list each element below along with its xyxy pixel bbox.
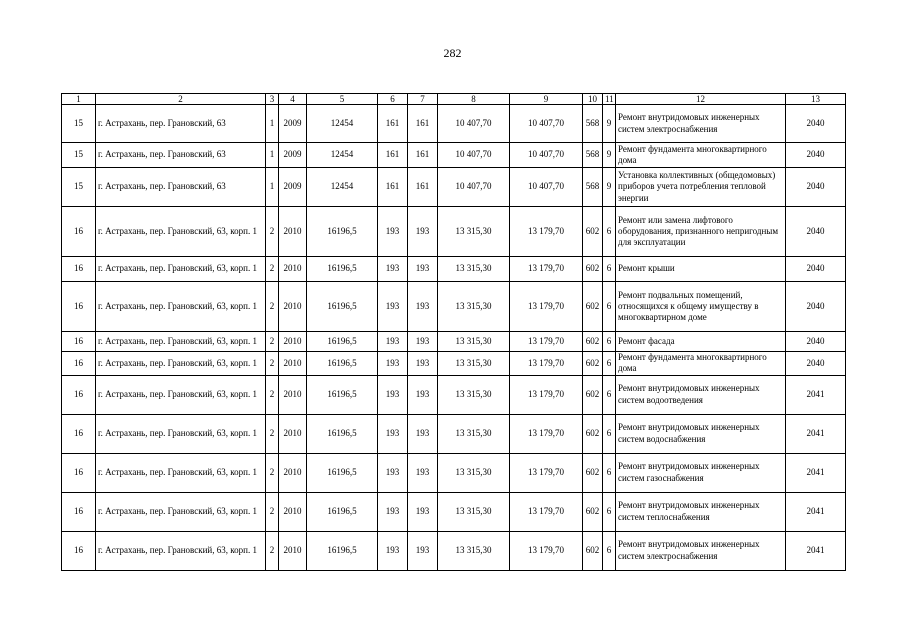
repair-year-cell: 2040 [786, 207, 846, 257]
column-header-13: 13 [786, 94, 846, 105]
address-cell: г. Астрахань, пер. Грановский, 63, корп. 1 [96, 531, 266, 570]
col-7-cell: 193 [408, 352, 438, 376]
col-7-cell: 193 [408, 414, 438, 453]
year-cell: 2010 [279, 352, 307, 376]
work-type-cell: Ремонт крыши [616, 257, 786, 282]
address-cell: г. Астрахань, пер. Грановский, 63, корп. 1 [96, 414, 266, 453]
col-6-cell: 193 [378, 453, 408, 492]
col-8-cell: 13 315,30 [438, 453, 510, 492]
col-11-cell: 6 [603, 207, 616, 257]
table-row [62, 531, 846, 570]
col-7-cell: 193 [408, 207, 438, 257]
col-8-cell: 10 407,70 [438, 143, 510, 168]
area-cell: 12454 [307, 105, 378, 143]
table-row [62, 207, 846, 257]
col-11-cell: 6 [603, 531, 616, 570]
col-3-cell: 2 [266, 453, 279, 492]
col-3-cell: 2 [266, 352, 279, 376]
col-8-cell: 13 315,30 [438, 531, 510, 570]
col-9-cell: 13 179,70 [510, 282, 583, 332]
row-number-cell: 15 [62, 168, 96, 207]
repair-year-cell: 2041 [786, 531, 846, 570]
col-7-cell: 161 [408, 143, 438, 168]
col-10-cell: 602 [583, 375, 603, 414]
column-header-2: 2 [96, 94, 266, 105]
col-6-cell: 193 [378, 531, 408, 570]
table-row [62, 105, 846, 143]
row-number-cell: 16 [62, 282, 96, 332]
col-6-cell: 193 [378, 282, 408, 332]
year-cell: 2010 [279, 531, 307, 570]
col-9-cell: 13 179,70 [510, 352, 583, 376]
column-header-12: 12 [616, 94, 786, 105]
col-11-cell: 6 [603, 375, 616, 414]
row-number-cell: 15 [62, 143, 96, 168]
column-header-9: 9 [510, 94, 583, 105]
col-6-cell: 161 [378, 168, 408, 207]
address-cell: г. Астрахань, пер. Грановский, 63 [96, 168, 266, 207]
col-8-cell: 13 315,30 [438, 414, 510, 453]
row-number-cell: 15 [62, 105, 96, 143]
address-cell: г. Астрахань, пер. Грановский, 63, корп. 1 [96, 492, 266, 531]
col-9-cell: 10 407,70 [510, 143, 583, 168]
year-cell: 2010 [279, 282, 307, 332]
table-row [62, 453, 846, 492]
col-11-cell: 6 [603, 332, 616, 352]
row-number-cell: 16 [62, 332, 96, 352]
col-8-cell: 13 315,30 [438, 282, 510, 332]
table-row [62, 414, 846, 453]
col-11-cell: 6 [603, 414, 616, 453]
column-header-6: 6 [378, 94, 408, 105]
col-7-cell: 193 [408, 332, 438, 352]
area-cell: 16196,5 [307, 282, 378, 332]
col-11-cell: 6 [603, 282, 616, 332]
row-number-cell: 16 [62, 207, 96, 257]
col-6-cell: 193 [378, 207, 408, 257]
col-10-cell: 602 [583, 282, 603, 332]
col-3-cell: 2 [266, 257, 279, 282]
column-header-5: 5 [307, 94, 378, 105]
col-3-cell: 1 [266, 168, 279, 207]
col-9-cell: 13 179,70 [510, 492, 583, 531]
col-6-cell: 193 [378, 375, 408, 414]
col-8-cell: 13 315,30 [438, 352, 510, 376]
year-cell: 2010 [279, 414, 307, 453]
col-11-cell: 9 [603, 168, 616, 207]
col-11-cell: 9 [603, 143, 616, 168]
col-10-cell: 602 [583, 352, 603, 376]
work-type-cell: Ремонт подвальных помещений, относящихся к общему имуществу в многоквартирном доме [616, 282, 786, 332]
work-type-cell: Ремонт внутридомовых инженерных систем водоотведения [616, 375, 786, 414]
work-type-cell: Ремонт внутридомовых инженерных систем электроснабжения [616, 531, 786, 570]
row-number-cell: 16 [62, 531, 96, 570]
area-cell: 16196,5 [307, 352, 378, 376]
col-3-cell: 1 [266, 143, 279, 168]
col-3-cell: 2 [266, 375, 279, 414]
col-8-cell: 10 407,70 [438, 168, 510, 207]
address-cell: г. Астрахань, пер. Грановский, 63, корп. 1 [96, 332, 266, 352]
col-10-cell: 568 [583, 168, 603, 207]
address-cell: г. Астрахань, пер. Грановский, 63, корп. 1 [96, 257, 266, 282]
col-9-cell: 10 407,70 [510, 168, 583, 207]
repair-year-cell: 2040 [786, 143, 846, 168]
col-10-cell: 568 [583, 105, 603, 143]
table-row [62, 492, 846, 531]
col-6-cell: 161 [378, 143, 408, 168]
col-3-cell: 2 [266, 492, 279, 531]
area-cell: 16196,5 [307, 531, 378, 570]
table-body [62, 94, 846, 571]
repair-year-cell: 2040 [786, 105, 846, 143]
col-11-cell: 6 [603, 492, 616, 531]
year-cell: 2010 [279, 375, 307, 414]
year-cell: 2010 [279, 492, 307, 531]
col-11-cell: 9 [603, 105, 616, 143]
work-type-cell: Ремонт внутридомовых инженерных систем электроснабжения [616, 105, 786, 143]
year-cell: 2009 [279, 105, 307, 143]
repair-year-cell: 2041 [786, 492, 846, 531]
address-cell: г. Астрахань, пер. Грановский, 63, корп. 1 [96, 352, 266, 376]
row-number-cell: 16 [62, 257, 96, 282]
repair-year-cell: 2040 [786, 352, 846, 376]
col-9-cell: 13 179,70 [510, 257, 583, 282]
col-6-cell: 193 [378, 352, 408, 376]
address-cell: г. Астрахань, пер. Грановский, 63, корп. 1 [96, 282, 266, 332]
col-10-cell: 568 [583, 143, 603, 168]
col-10-cell: 602 [583, 257, 603, 282]
col-8-cell: 13 315,30 [438, 257, 510, 282]
col-3-cell: 2 [266, 414, 279, 453]
year-cell: 2010 [279, 257, 307, 282]
repair-year-cell: 2040 [786, 282, 846, 332]
col-8-cell: 10 407,70 [438, 105, 510, 143]
area-cell: 12454 [307, 143, 378, 168]
row-number-cell: 16 [62, 414, 96, 453]
area-cell: 16196,5 [307, 332, 378, 352]
col-11-cell: 6 [603, 257, 616, 282]
col-7-cell: 193 [408, 453, 438, 492]
year-cell: 2010 [279, 332, 307, 352]
table-row [62, 375, 846, 414]
capital-repair-table [61, 93, 846, 571]
col-3-cell: 2 [266, 207, 279, 257]
work-type-cell: Ремонт внутридомовых инженерных систем теплоснабжения [616, 492, 786, 531]
work-type-cell: Ремонт фундамента многоквартирного дома [616, 352, 786, 376]
col-8-cell: 13 315,30 [438, 492, 510, 531]
address-cell: г. Астрахань, пер. Грановский, 63, корп. 1 [96, 453, 266, 492]
column-header-7: 7 [408, 94, 438, 105]
col-9-cell: 10 407,70 [510, 105, 583, 143]
table-row [62, 332, 846, 352]
repair-year-cell: 2040 [786, 332, 846, 352]
area-cell: 12454 [307, 168, 378, 207]
repair-year-cell: 2040 [786, 257, 846, 282]
col-7-cell: 193 [408, 531, 438, 570]
col-3-cell: 2 [266, 282, 279, 332]
work-type-cell: Ремонт фундамента многоквартирного дома [616, 143, 786, 168]
repair-year-cell: 2040 [786, 168, 846, 207]
work-type-cell: Ремонт или замена лифтового оборудования, признанного непригодным для эксплуатации [616, 207, 786, 257]
col-11-cell: 6 [603, 352, 616, 376]
col-9-cell: 13 179,70 [510, 207, 583, 257]
col-3-cell: 2 [266, 531, 279, 570]
table-row [62, 352, 846, 376]
col-9-cell: 13 179,70 [510, 414, 583, 453]
col-3-cell: 1 [266, 105, 279, 143]
col-7-cell: 193 [408, 257, 438, 282]
column-header-1: 1 [62, 94, 96, 105]
col-10-cell: 602 [583, 207, 603, 257]
col-9-cell: 13 179,70 [510, 531, 583, 570]
col-7-cell: 193 [408, 375, 438, 414]
address-cell: г. Астрахань, пер. Грановский, 63, корп. 1 [96, 375, 266, 414]
col-6-cell: 193 [378, 332, 408, 352]
work-type-cell: Ремонт фасада [616, 332, 786, 352]
repair-year-cell: 2041 [786, 375, 846, 414]
area-cell: 16196,5 [307, 492, 378, 531]
col-9-cell: 13 179,70 [510, 375, 583, 414]
col-7-cell: 193 [408, 492, 438, 531]
col-7-cell: 161 [408, 105, 438, 143]
table-row [62, 282, 846, 332]
year-cell: 2009 [279, 168, 307, 207]
col-10-cell: 602 [583, 453, 603, 492]
area-cell: 16196,5 [307, 257, 378, 282]
area-cell: 16196,5 [307, 207, 378, 257]
row-number-cell: 16 [62, 352, 96, 376]
col-9-cell: 13 179,70 [510, 332, 583, 352]
col-3-cell: 2 [266, 332, 279, 352]
address-cell: г. Астрахань, пер. Грановский, 63 [96, 105, 266, 143]
table-row [62, 143, 846, 168]
col-8-cell: 13 315,30 [438, 375, 510, 414]
work-type-cell: Ремонт внутридомовых инженерных систем водоснабжения [616, 414, 786, 453]
row-number-cell: 16 [62, 492, 96, 531]
col-7-cell: 193 [408, 282, 438, 332]
column-header-3: 3 [266, 94, 279, 105]
year-cell: 2010 [279, 207, 307, 257]
col-8-cell: 13 315,30 [438, 332, 510, 352]
column-header-8: 8 [438, 94, 510, 105]
year-cell: 2010 [279, 453, 307, 492]
work-type-cell: Ремонт внутридомовых инженерных систем газоснабжения [616, 453, 786, 492]
page-number: 282 [443, 46, 462, 60]
col-6-cell: 193 [378, 257, 408, 282]
repair-year-cell: 2041 [786, 453, 846, 492]
col-10-cell: 602 [583, 414, 603, 453]
table-row [62, 168, 846, 207]
area-cell: 16196,5 [307, 453, 378, 492]
address-cell: г. Астрахань, пер. Грановский, 63 [96, 143, 266, 168]
area-cell: 16196,5 [307, 375, 378, 414]
col-6-cell: 161 [378, 105, 408, 143]
col-10-cell: 602 [583, 531, 603, 570]
table-header-row [62, 94, 846, 105]
col-9-cell: 13 179,70 [510, 453, 583, 492]
col-8-cell: 13 315,30 [438, 207, 510, 257]
table-row [62, 257, 846, 282]
col-11-cell: 6 [603, 453, 616, 492]
work-type-cell: Установка коллективных (общедомовых) приборов учета потребления тепловой энергии [616, 168, 786, 207]
area-cell: 16196,5 [307, 414, 378, 453]
column-header-11: 11 [603, 94, 616, 105]
column-header-4: 4 [279, 94, 307, 105]
repair-year-cell: 2041 [786, 414, 846, 453]
col-10-cell: 602 [583, 332, 603, 352]
col-6-cell: 193 [378, 414, 408, 453]
col-6-cell: 193 [378, 492, 408, 531]
address-cell: г. Астрахань, пер. Грановский, 63, корп. 1 [96, 207, 266, 257]
column-header-10: 10 [583, 94, 603, 105]
year-cell: 2009 [279, 143, 307, 168]
col-10-cell: 602 [583, 492, 603, 531]
row-number-cell: 16 [62, 453, 96, 492]
col-7-cell: 161 [408, 168, 438, 207]
row-number-cell: 16 [62, 375, 96, 414]
